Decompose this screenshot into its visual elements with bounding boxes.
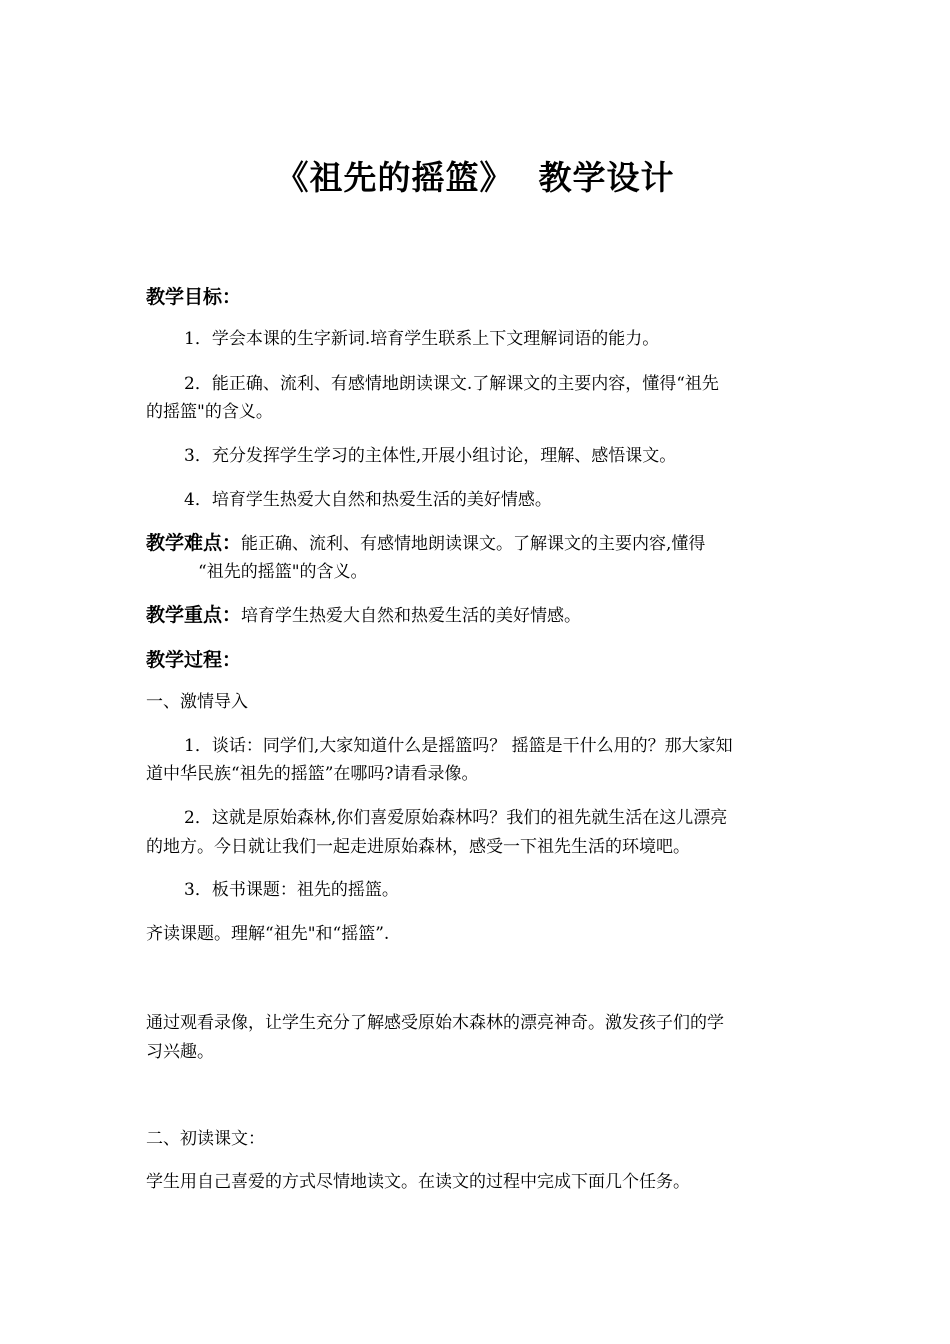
objective-item-2-line-1: 2．能正确、流利、有感情地朗读课文.了解课文的主要内容，懂得“祖先	[184, 374, 719, 394]
section-1-step-3: 3．板书课题：祖先的摇篮。	[184, 880, 399, 900]
section-1-step-1-line-1: 1．谈话：同学们,大家知道什么是摇篮吗？ 摇篮是干什么用的？那大家知	[184, 736, 733, 756]
objective-item-3: 3．充分发挥学生学习的主体性,开展小组讨论，理解、感悟课文。	[184, 446, 677, 466]
objective-item-2-line-2: 的摇篮"的含义。	[146, 402, 273, 422]
section-1-title: 一、激情导入	[146, 692, 248, 712]
difficulty-label: 教学难点：	[146, 532, 242, 554]
process-heading: 教学过程：	[146, 649, 242, 671]
section-2-title: 二、初读课文：	[146, 1129, 265, 1149]
section-1-step-1-line-2: 道中华民族“祖先的摇篮”在哪吗?请看录像。	[146, 764, 479, 784]
focus-text: 培育学生热爱大自然和热爱生活的美好情感。	[241, 606, 582, 626]
section-1-note-line-1: 通过观看录像，让学生充分了解感受原始木森林的漂亮神奇。激发孩子们的学	[146, 1013, 724, 1033]
section-1-read-aloud: 齐读课题。理解“祖先"和“摇篮”.	[146, 924, 390, 944]
difficulty-text-line-1: 能正确、流利、有感情地朗读课文。了解课文的主要内容,懂得	[241, 534, 706, 554]
difficulty-paragraph	[146, 531, 816, 556]
section-1-note-line-2: 习兴趣。	[146, 1042, 214, 1062]
objective-item-4: 4．培育学生热爱大自然和热爱生活的美好情感。	[184, 490, 552, 510]
difficulty-text-line-2: “祖先的摇篮"的含义。	[198, 562, 368, 582]
focus-paragraph	[146, 603, 816, 628]
focus-label: 教学重点：	[146, 604, 242, 626]
section-1-step-2-line-1: 2．这就是原始森林,你们喜爱原始森林吗？我们的祖先就生活在这儿漂亮	[184, 808, 728, 828]
objectives-heading: 教学目标：	[146, 286, 242, 308]
section-2-text: 学生用自己喜爱的方式尽情地读文。在读文的过程中完成下面几个任务。	[146, 1172, 690, 1192]
section-1-step-2-line-2: 的地方。今日就让我们一起走进原始森林，感受一下祖先生活的环境吧。	[146, 837, 690, 857]
objective-item-1: 1．学会本课的生字新词.培育学生联系上下文理解词语的能力。	[184, 329, 660, 349]
document-title: 《祖先的摇篮》 教学设计	[275, 158, 675, 197]
